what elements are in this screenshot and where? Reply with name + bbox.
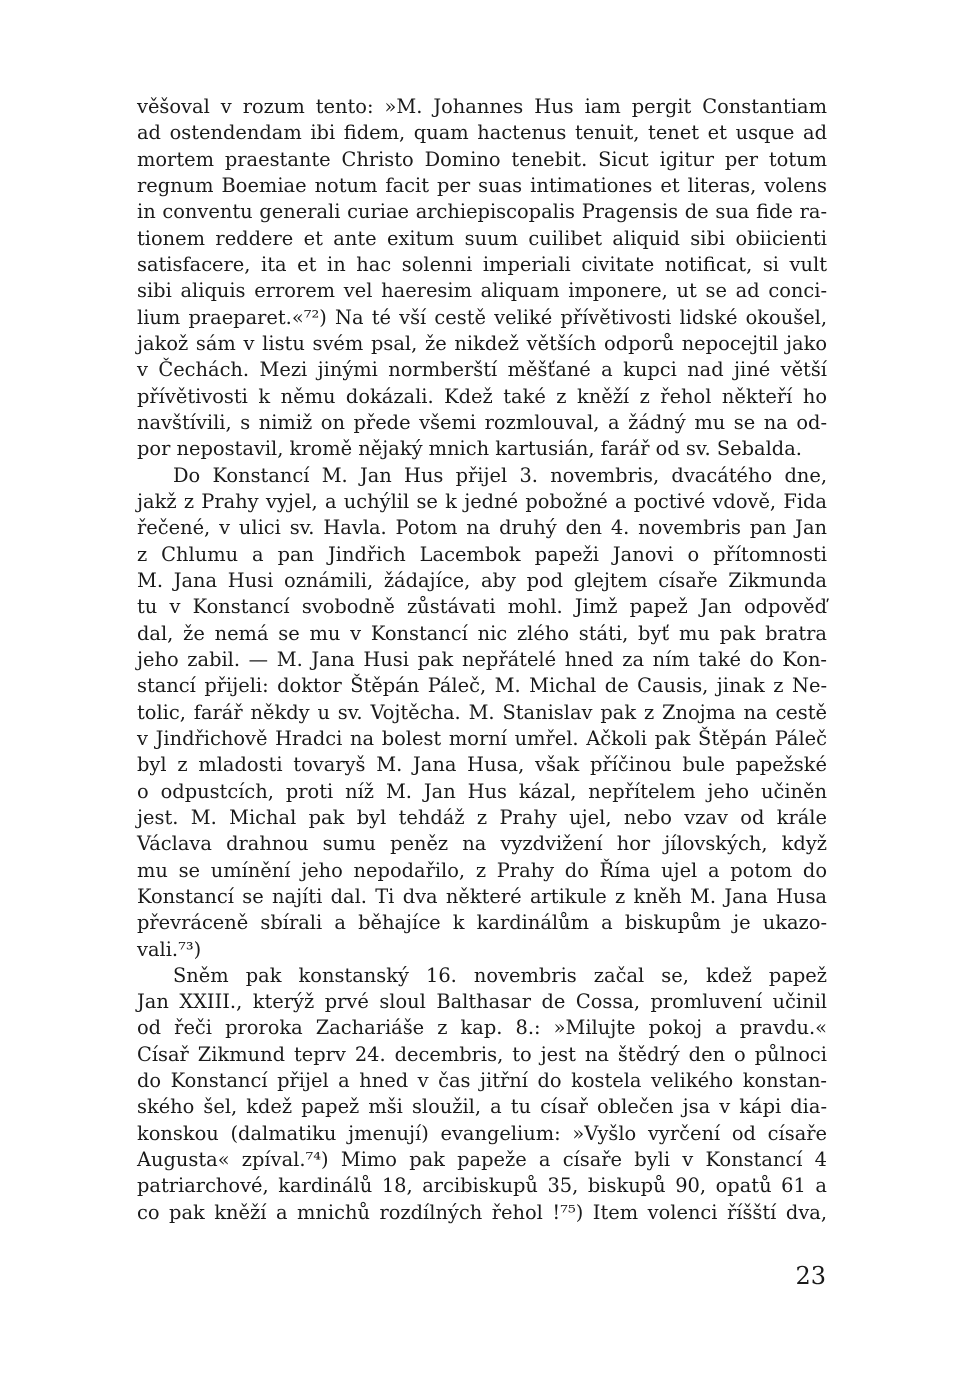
text-line: Sněm pak konstanský 16. novembris začal se, kdež papež [173,963,827,987]
text-line: z Chlumu a pan Jindřich Lacembok papeži Janovi o přítomnosti [137,542,827,566]
text-line: tu v Konstancí svobodně zůstávati mohl. Jimž papež Jan odpověď [137,595,827,619]
text-line: satisfacere, ita et in hac solenni imperiali civitate notificat, si vult [137,252,827,276]
text-line: o odpustcích, proti níž M. Jan Hus kázal, nepřítelem jeho učiněn [137,779,827,803]
text-line: regnum Boemiae notum facit per suas intimationes et literas, volens [137,173,827,197]
text-line: sibi aliquis errorem vel haeresim aliquam imponere, ut se ad conci- [137,279,827,303]
text-line: mu se umínění jeho nepodařilo, z Prahy do Říma ujel a potom do [137,858,827,882]
text-line: Do Konstancí M. Jan Hus přijel 3. novembris, dvacátého dne, [173,463,827,487]
text-line: stancí přijeli: doktor Štěpán Páleč, M. Michal de Causis, jinak z Ne- [137,674,827,698]
text-line: v Čechách. Mezi jinými normberští měšťané a kupci nad jiné větší [137,358,827,382]
text-line: jest. M. Michal pak byl tehdáž z Prahy ujel, nebo vzav od krále [137,805,827,829]
text-line: Císař Zikmund teprv 24. decembris, to jest na štědrý den o půlnoci [137,1042,827,1066]
text-line: do Konstancí přijel a hned v čas jitřní do kostela velikého konstan- [137,1069,827,1093]
text-line: mortem praestante Christo Domino tenebit. Sicut igitur per totum [137,147,827,171]
text-line: řečené, v ulici sv. Havla. Potom na druhý den 4. novembris pan Jan [137,516,827,540]
text-line: v Jindřichově Hradci na bolest morní umřel. Ačkoli pak Štěpán Páleč [137,726,827,750]
text-line: tionem reddere et ante exitum suum cuilibet aliquid sibi obiicienti [137,226,827,250]
page-number: 23 [795,1262,826,1290]
text-line: Václava drahnou sumu peněz na vyzdvižení hor jílovských, když [137,832,827,856]
body-text [137,94,827,1226]
text-line: Jan XXIII., kterýž prvé sloul Balthasar de Cossa, promluvení učinil [137,990,827,1014]
text-line: patriarchové, kardinálů 18, arcibiskupů 35, biskupů 90, opatů 61 a [137,1174,827,1198]
text-line: ad ostendendam ibi fidem, quam hactenus tenuit, tenet et usque ad [137,121,827,145]
text-line: jakož sám v listu svém psal, že nikdež větších odporů nepocejtil jako [137,331,827,355]
text-line: jeho zabil. — M. Jana Husi pak nepřátelé hned za ním také do Kon- [137,647,827,671]
text-line: por nepostavil, kromě nějaký mnich kartusián, farář od sv. Sebalda. [137,437,802,461]
text-line: Konstancí se najíti dal. Ti dva některé artikule z kněh M. Jana Husa [137,884,827,908]
text-line: tolic, farář někdy u sv. Vojtěcha. M. Stanislav pak z Znojma na cestě [137,700,827,724]
text-line: byl z mladosti tovaryš M. Jana Husa, však příčinou bule papežské [137,753,827,777]
text-line: dal, že nemá se mu v Konstancí nic zlého státi, byť mu pak bratra [137,621,827,645]
text-line: od řeči proroka Zachariáše z kap. 8.: »Milujte pokoj a pravdu.« [137,1016,827,1040]
text-line: konskou (dalmatiku jmenují) evangelium: »Vyšlo vyrčení od císaře [137,1121,827,1145]
text-line: přívětivosti k němu dokázali. Kdež také z kněží z řehol někteří ho [137,384,827,408]
text-line: věšoval v rozum tento: »M. Johannes Hus iam pergit Constantiam [137,95,827,118]
text-line: ského šel, kdež papež mši sloužil, a tu císař oblečen jsa v kápi dia- [137,1095,827,1119]
text-line: navštívili, s nimiž on přede všemi rozmlouval, a žádný mu se na od- [137,410,827,434]
text-line: lium praeparet.«⁷²) Na té vší cestě veliké přívětivosti lidské okoušel, [137,305,827,329]
text-line: Augusta« zpíval.⁷⁴) Mimo pak papeže a císaře byli v Konstancí 4 [137,1148,827,1172]
text-line: in conventu generali curiae archiepiscopalis Pragensis de sua fide ra- [137,200,827,224]
text-line: co pak kněží a mnichů rozdílných řehol !⁷⁵) Item volenci říšští dva, [137,1200,827,1224]
text-line: vali.⁷³) [137,937,202,961]
text-line: převráceně sbírali a běhajíce k kardinálům a biskupům je ukazo- [137,911,827,935]
text-line: jakž z Prahy vyjel, a uchýlil se k jedné pobožné a poctivé vdově, Fida [137,489,827,513]
text-line: M. Jana Husi oznámili, žádajíce, aby pod glejtem císaře Zikmunda [137,568,827,592]
